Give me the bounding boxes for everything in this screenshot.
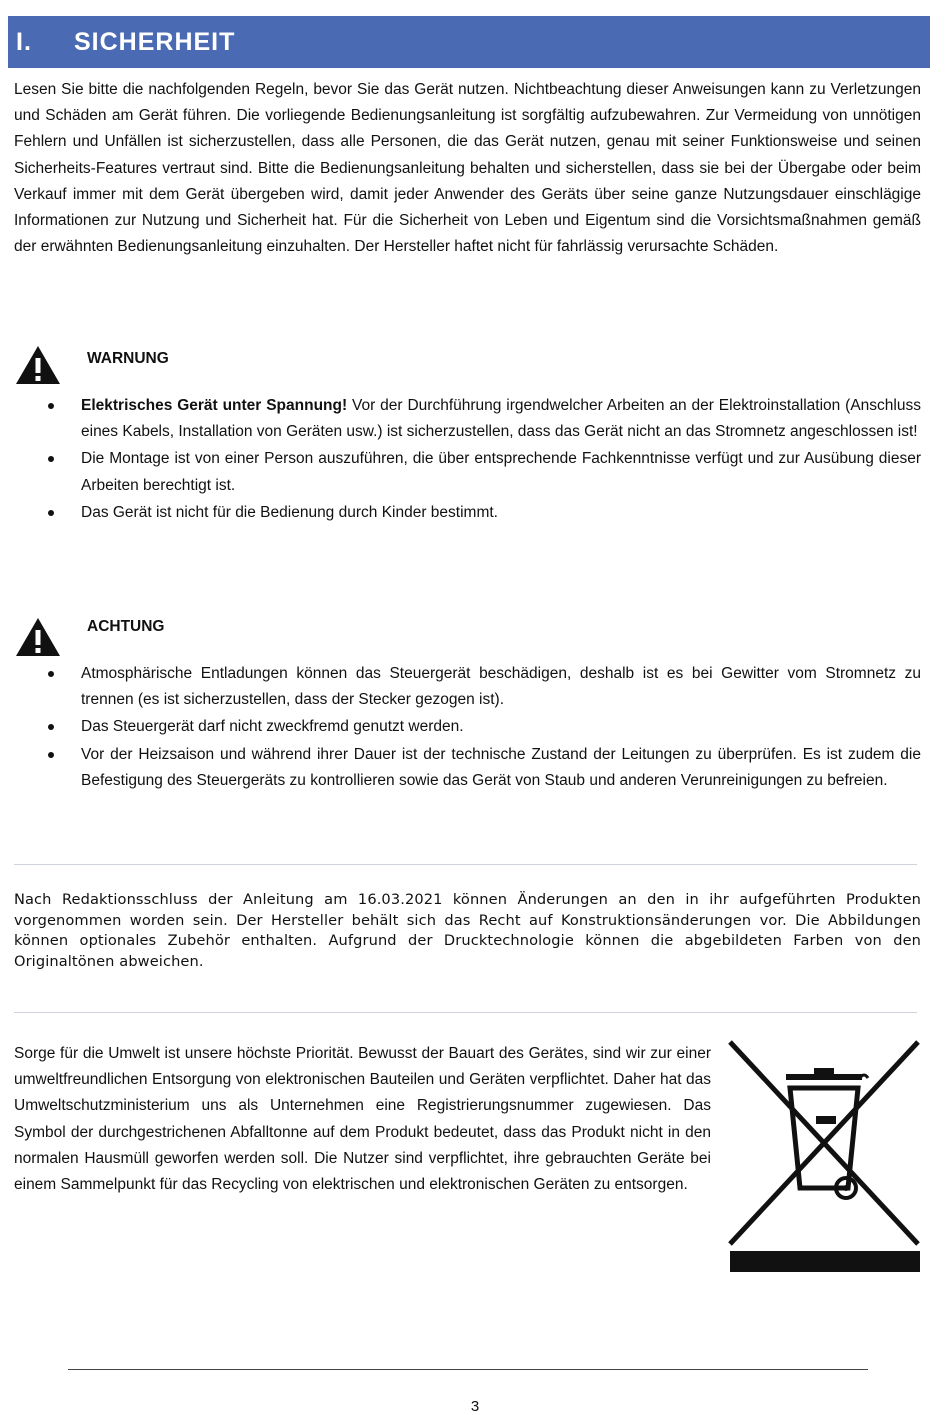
environment-paragraph: Sorge für die Umwelt ist unsere höchste Priorität. Bewusst der Bauart des Gerätes, sind wir zur einer umweltfreundlichen Entsorgung von elektronischen Bauteilen und Geräten verpflichtet. Daher hat das Umweltschutzministerium uns als Unternehmen eine Registrierungsnummer zugewiesen. Das Symbol der durchgestrichenen Abfalltonne auf dem Produkt bedeutet, dass das Produkt nicht in den normalen Hausmüll geworfen werden soll. Die Nutzer sind verpflichtet, ihre gebrauchten Geräte bei einem Sammelpunkt für das Recycling von elektrischen und elektronischen Geräten zu entsorgen. [14, 1045, 711, 1194]
warning-triangle-icon [15, 345, 61, 385]
warning-title: WARNUNG [87, 350, 169, 367]
caution-triangle-icon [15, 617, 61, 657]
warning-text: Das Gerät ist nicht für die Bedienung durch Kinder bestimmt. [81, 503, 498, 521]
list-item [0, 446, 921, 498]
divider [14, 864, 917, 865]
section-number: I. [16, 27, 32, 56]
section-header [8, 16, 930, 68]
section-title: SICHERHEIT [74, 27, 236, 56]
warning-list [0, 393, 921, 527]
revision-notice: Nach Redaktionsschluss der Anleitung am 16.03.2021 können Änderungen an den in ihr aufgeführten Produkten vorgenommen worden sein. Der Hersteller behält sich das Recht auf Konstruktionsänderungen vor. Die Abbildungen können optionales Zubehör enthalten. Aufgrund der Drucktechnologie können die abgebildeten Farben von den Originaltönen abweichen. [14, 891, 921, 971]
warning-lead: Elektrisches Gerät unter Spannung! [81, 397, 348, 414]
list-item: Atmosphärische Entladungen können das Steuergerät beschädigen, deshalb ist es bei Gewitter vom Stromnetz zu trennen (es ist sicherzustellen, dass der Stecker gezogen ist). [0, 661, 921, 713]
page-number: 3 [470, 1398, 480, 1415]
divider [14, 1012, 917, 1013]
intro-paragraph: Lesen Sie bitte die nachfolgenden Regeln, bevor Sie das Gerät nutzen. Nichtbeachtung dieser Anweisungen kann zu Verletzungen und Schäden am Gerät führen. Die vorliegende Bedienungsanleitung ist sorgfältig aufzubewahren. Zur Vermeidung von unnötigen Fehlern und Unfällen ist sicherzustellen, dass alle Personen, die das Gerät nutzen, genau mit seiner Funktionsweise und seinen Sicherheits-Features vertraut sind. Bitte die Bedienungsanleitung behalten und sicherstellen, dass sie bei der Übergabe oder beim Verkauf immer mit dem Gerät übergeben wird, damit jeder Anwender des Geräts über seine ganze Nutzungsdauer einschlägige Informationen zur Nutzung und Sicherheit hat. Für die Sicherheit von Leben und Eigentum sind die Vorsichtsmaßnahmen gemäß der erwähnten Bedienungsanleitung einzuhalten. Der Hersteller haftet nicht für fahrlässig verursachte Schäden. [14, 81, 921, 256]
caution-list [0, 661, 921, 795]
list-item: Vor der Heizsaison und während ihrer Dauer ist der technische Zustand der Leitungen zu überprüfen. Es ist zudem die Befestigung des Steuergeräts zu kontrollieren sowie das Gerät von Staub und anderen Verunreinigungen zu befreien. [0, 742, 921, 794]
footer-rule [68, 1369, 868, 1370]
crossed-out-wheelie-bin-icon [726, 1038, 922, 1274]
list-item: Das Steuergerät darf nicht zweckfremd genutzt werden. [0, 714, 921, 740]
warning-text: Vor der Durchführung irgendwelcher Arbeiten an der Elektroinstallation (Anschluss eines Kabels, Installation von Geräten usw.) ist sicherzustellen, dass das Gerät nicht an das Stromnetz angeschlossen ist! [81, 397, 921, 441]
list-item [0, 393, 921, 445]
warning-text: Die Montage ist von einer Person auszuführen, die über entsprechende Fachkenntnisse verfügt und zur Ausübung dieser Arbeiten berechtigt ist. [81, 450, 921, 494]
caution-title: ACHTUNG [87, 618, 165, 635]
list-item [0, 500, 921, 526]
